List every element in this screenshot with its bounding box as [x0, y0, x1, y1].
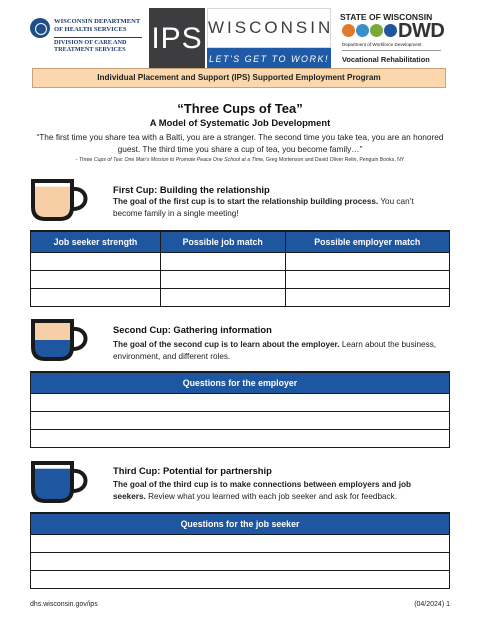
ips-logo: IPS [149, 8, 205, 70]
dwd-division: Vocational Rehabilitation [342, 55, 430, 64]
second-cup-heading: Second Cup: Gathering information [113, 324, 272, 335]
page-title: “Three Cups of Tea” [177, 101, 303, 116]
table-cell[interactable] [31, 288, 161, 306]
dhs-name: WISCONSIN DEPARTMENT OF HEALTH SERVICES [54, 18, 141, 33]
first-cup-text [113, 196, 443, 220]
table-cell[interactable] [31, 534, 450, 552]
quote: “The first time you share tea with a Balti, you are a stranger. The second time you take tea, you are an honored guest. The third time you share a cup of tea, you become family…” [36, 132, 444, 154]
second-cup-goal: The goal of the second cup is to learn about the employer. [113, 340, 340, 349]
dwd-department: Department of Workforce Development [342, 42, 422, 47]
cup-liquid [33, 187, 72, 219]
second-cup-icon [30, 318, 92, 362]
citation [28, 157, 452, 163]
footer-url: dhs.wisconsin.gov/ips [30, 601, 98, 608]
table-cell[interactable] [31, 552, 450, 570]
table-row [31, 252, 450, 270]
table-row [31, 534, 450, 552]
first-cup-detail: You can’t become family in a single meeting! [113, 197, 414, 218]
table-cell[interactable] [285, 288, 449, 306]
citation-rest: , Greg Mortenson and David Oliver Relin, Penguin Books, NY [263, 157, 405, 163]
first-cup-goal: The goal of the first cup is to start the relationship building process. [113, 197, 379, 206]
table-row [31, 411, 450, 429]
col-job-seeker-strength: Job seeker strength [31, 231, 161, 252]
table-row [31, 393, 450, 411]
employer-questions-table [30, 371, 450, 448]
dwd-divider [342, 50, 441, 51]
table-row [31, 270, 450, 288]
dhs-divider [54, 37, 142, 38]
wisconsin-tagline: LET'S GET TO WORK! [207, 48, 331, 70]
table-cell[interactable] [31, 429, 450, 447]
dwd-state: STATE OF WISCONSIN [340, 12, 433, 22]
dwd-people-icon [342, 24, 397, 37]
third-cup-detail: Review what you learned with each job seeker and ask for feedback. [145, 492, 398, 501]
table-cell[interactable] [160, 288, 285, 306]
table-row [31, 429, 450, 447]
dwd-logo [340, 12, 445, 64]
table-cell[interactable] [160, 252, 285, 270]
second-cup-text [113, 339, 443, 363]
third-cup-heading: Third Cup: Potential for partnership [113, 465, 272, 476]
cup-liquid [33, 469, 72, 501]
citation-prefix: - [75, 157, 79, 163]
wisconsin-wordmark: WISCONSIN [208, 18, 334, 37]
table-cell[interactable] [160, 270, 285, 288]
citation-book: Three Cups of Tea: One Man’s Mission to Promote Peace One School at a Time [78, 157, 264, 163]
dwd-wordmark: DWD [398, 20, 445, 42]
table-row [31, 288, 450, 306]
table-cell[interactable] [285, 270, 449, 288]
col-possible-employer-match: Possible employer match [285, 231, 449, 252]
table-cell[interactable] [31, 270, 161, 288]
cup-handle [72, 471, 86, 491]
dhs-division: DIVISION OF CARE AND TREATMENT SERVICES [54, 39, 127, 54]
cup-handle [72, 329, 86, 349]
table-cell[interactable] [285, 252, 449, 270]
table-row [31, 570, 450, 588]
third-cup-text [113, 479, 443, 503]
table-cell[interactable] [31, 393, 450, 411]
page-subtitle: A Model of Systematic Job Development [149, 117, 331, 128]
col-questions-for-job-seeker: Questions for the job seeker [31, 513, 450, 534]
table-cell[interactable] [31, 411, 450, 429]
wisconsin-logo [207, 8, 334, 48]
dhs-seal-icon [30, 18, 50, 38]
job-seeker-questions-table [30, 512, 450, 589]
third-cup-goal: The goal of the third cup is to make connections between employers and job seekers. [113, 480, 411, 501]
cup-handle [72, 189, 86, 209]
first-cup-icon [30, 178, 92, 222]
col-questions-for-employer: Questions for the employer [31, 372, 450, 393]
header [0, 8, 480, 70]
program-banner: Individual Placement and Support (IPS) Supported Employment Program [32, 68, 446, 88]
table-cell[interactable] [31, 570, 450, 588]
first-cup-heading: First Cup: Building the relationship [113, 184, 270, 195]
table-row [31, 552, 450, 570]
cup-empty-space [33, 321, 72, 340]
col-possible-job-match: Possible job match [160, 231, 285, 252]
third-cup-icon [30, 460, 92, 504]
second-cup-detail: Learn about the business, environment, and different roles. [113, 340, 437, 361]
job-match-table [30, 230, 450, 307]
table-cell[interactable] [31, 252, 161, 270]
footer-date-page: (04/2024) 1 [414, 601, 450, 608]
